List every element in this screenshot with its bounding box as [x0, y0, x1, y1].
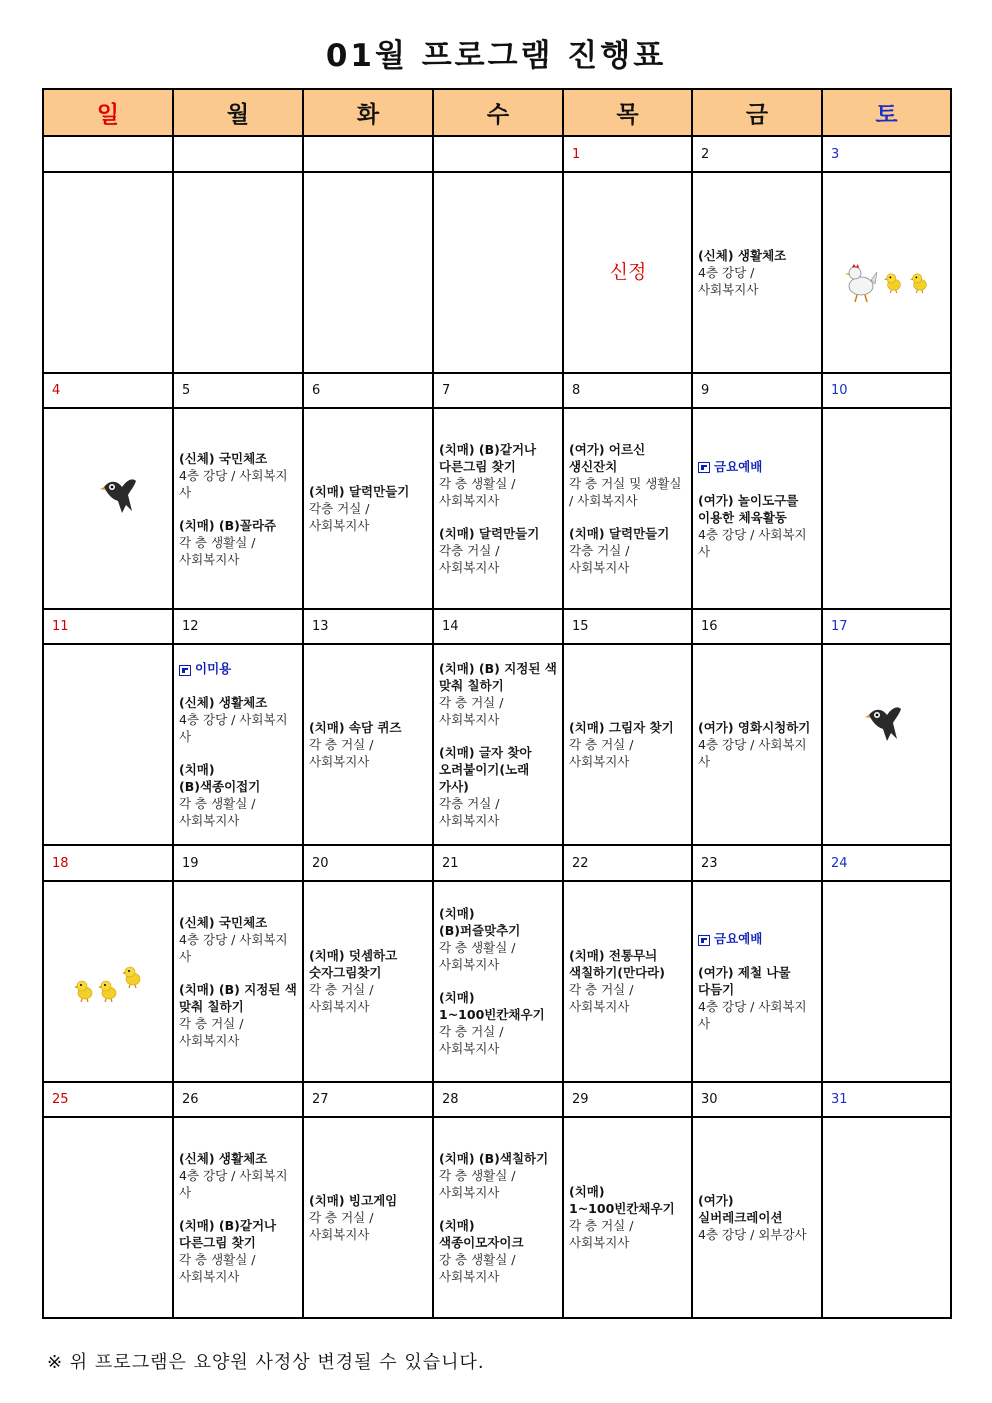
date-number: 2: [692, 136, 822, 171]
program-location: / 사회복지사: [569, 493, 638, 509]
date-number: 12: [173, 609, 303, 644]
program-location: 4층 강당 / 사회복지사: [179, 712, 288, 745]
date-number: 14: [433, 609, 563, 644]
date-number: 18: [43, 845, 173, 880]
date-number: 5: [173, 373, 303, 408]
schedule-table: [42, 88, 952, 1319]
date-row: [43, 373, 951, 408]
program-entry: [439, 1150, 558, 1201]
program-name: (B)퍼즐맞추기: [439, 923, 521, 939]
date-number: 15: [563, 609, 692, 644]
day-cell: [692, 172, 822, 373]
program-name: (여가) 영화시청하기: [698, 720, 811, 736]
day-cell: [433, 881, 563, 1082]
date-row: [43, 845, 951, 880]
program-location: 4층 강당 / 외부강사: [698, 1226, 807, 1242]
date-number: 11: [43, 609, 173, 644]
program-location: 사회복지사: [439, 957, 500, 973]
program-entry: [569, 719, 687, 770]
program-location: 사회복지사: [439, 1041, 500, 1057]
program-location: 강 층 생활실 /: [439, 1251, 516, 1267]
program-name: (신체) 국민체조: [179, 914, 268, 930]
date-number: [173, 136, 303, 171]
program-name: (치매) 빙고게임: [309, 1192, 398, 1208]
program-location: 사회복지사: [698, 281, 759, 297]
day-cell: [563, 408, 692, 609]
date-number: [43, 136, 173, 171]
program-location: 사회복지사: [179, 1032, 240, 1048]
pointing-hand-icon: [179, 663, 191, 676]
date-number: 31: [822, 1082, 951, 1117]
day-cell: [433, 408, 563, 609]
program-entry: [439, 441, 558, 509]
program-entry: [179, 1217, 298, 1285]
program-entry: [179, 1150, 298, 1201]
program-name: (치매) (B)색칠하기: [439, 1150, 549, 1166]
date-number: [303, 136, 433, 171]
program-location: 사회복지사: [309, 1226, 370, 1242]
program-location: 사회복지사: [439, 1268, 500, 1284]
program-entry: [439, 660, 558, 728]
week-content-row: [43, 644, 951, 845]
program-name: 생신잔치: [569, 459, 618, 475]
program-location: 사회복지사: [569, 999, 630, 1015]
program-name: (신체) 생활체조: [179, 695, 268, 711]
program-location: 사회복지사: [569, 1235, 630, 1251]
program-name: (치매) 속담 퀴즈: [309, 720, 402, 736]
day-cell: [563, 881, 692, 1082]
date-row: [43, 609, 951, 644]
program-name: 다른그림 찾기: [179, 1234, 256, 1250]
program-location: 사회복지사: [569, 754, 630, 770]
date-number: 30: [692, 1082, 822, 1117]
service-label: [179, 660, 298, 678]
program-entry: [569, 525, 687, 576]
program-name: (치매): [179, 762, 215, 778]
program-name: (치매) (B)같거나: [439, 442, 537, 458]
program-location: 사회복지사: [439, 813, 500, 829]
program-entry: [569, 1183, 687, 1251]
day-cell: [692, 408, 822, 609]
date-number: 28: [433, 1082, 563, 1117]
program-location: 각층 거실 /: [439, 796, 500, 812]
program-entry: [309, 947, 428, 1015]
program-name: 맞춰 칠하기: [179, 998, 244, 1014]
program-location: 각 층 거실 /: [569, 737, 634, 753]
program-location: 각 층 거실 /: [309, 737, 374, 753]
program-location: 각 층 거실 /: [309, 1209, 374, 1225]
day-cell: [563, 1117, 692, 1318]
date-number: 19: [173, 845, 303, 880]
program-location: 사회복지사: [179, 813, 240, 829]
weekday-header: 화: [303, 89, 433, 136]
service-label: [698, 930, 817, 948]
day-cell: [173, 408, 303, 609]
program-name: 가사): [439, 779, 469, 795]
weekday-header: 토: [822, 89, 951, 136]
day-cell: [433, 172, 563, 373]
date-number: 26: [173, 1082, 303, 1117]
program-location: 4층 강당 / 사회복지사: [179, 1167, 288, 1200]
program-name: 1~100빈칸채우기: [439, 1007, 545, 1023]
program-entry: [179, 761, 298, 829]
program-location: 각 층 거실 및 생활실: [569, 476, 682, 492]
program-location: 각 층 거실 /: [309, 982, 374, 998]
black-bird-icon: [49, 473, 168, 515]
program-name: (치매) 달력만들기: [569, 526, 670, 542]
weekday-header-row: [43, 89, 951, 136]
program-name: (신체) 생활체조: [179, 1150, 268, 1166]
program-name: (치매) 덧셈하고: [309, 948, 398, 964]
day-cell: [43, 644, 173, 845]
day-cell: [43, 1117, 173, 1318]
day-cell: [433, 644, 563, 845]
chicks-icon: [49, 978, 168, 1002]
program-location: 4층 강당 / 사회복지사: [698, 526, 807, 559]
program-name: 숫자그림찾기: [309, 965, 382, 981]
program-location: 사회복지사: [179, 551, 240, 567]
program-entry: [309, 1192, 428, 1243]
date-number: 22: [563, 845, 692, 880]
program-location: 4층 강당 / 사회복지사: [698, 737, 807, 770]
program-entry: [179, 981, 298, 1049]
program-entry: [698, 964, 817, 1032]
day-cell: [563, 644, 692, 845]
program-entry: [439, 905, 558, 973]
program-name: (치매) 전통무늬: [569, 948, 658, 964]
program-name: 다른그림 찾기: [439, 459, 516, 475]
date-number: 17: [822, 609, 951, 644]
program-location: 사회복지사: [309, 999, 370, 1015]
date-number: 24: [822, 845, 951, 880]
program-name: 1~100빈칸채우기: [569, 1201, 675, 1217]
day-cell: [43, 172, 173, 373]
day-cell: [563, 172, 692, 373]
day-cell: [303, 644, 433, 845]
program-location: 각 층 거실 /: [179, 1015, 244, 1031]
weekday-header: 일: [43, 89, 173, 136]
date-number: 21: [433, 845, 563, 880]
date-number: 23: [692, 845, 822, 880]
pointing-hand-icon: [698, 933, 710, 946]
program-location: 4층 강당 /: [698, 264, 755, 280]
program-entry: [569, 947, 687, 1015]
program-name: (치매): [569, 1184, 605, 1200]
week-content-row: [43, 408, 951, 609]
program-location: 사회복지사: [439, 1184, 500, 1200]
program-location: 각 층 거실 /: [569, 1218, 634, 1234]
program-location: 각 층 생활실 /: [179, 534, 256, 550]
service-text: 금요예배: [714, 458, 763, 474]
date-row: [43, 1082, 951, 1117]
program-name: (치매): [439, 1217, 475, 1233]
program-location: 각 층 생활실 /: [179, 1251, 256, 1267]
day-cell: [822, 1117, 951, 1318]
program-location: 사회복지사: [569, 560, 630, 576]
program-entry: [309, 719, 428, 770]
day-cell: [303, 172, 433, 373]
day-cell: [822, 644, 951, 845]
date-number: 1: [563, 136, 692, 171]
program-name: (치매) (B)꼴라쥬: [179, 517, 277, 533]
date-number: 9: [692, 373, 822, 408]
program-name: 색칠하기(만다라): [569, 965, 665, 981]
black-bird-icon: [828, 701, 946, 743]
day-cell: [43, 408, 173, 609]
day-cell: [692, 881, 822, 1082]
program-location: 각 층 거실 /: [569, 982, 634, 998]
day-cell: [303, 881, 433, 1082]
program-entry: [569, 441, 687, 509]
program-entry: [698, 719, 817, 770]
service-text: 금요예배: [714, 931, 763, 947]
program-entry: [439, 1217, 558, 1285]
program-location: 각 층 거실 /: [439, 695, 504, 711]
program-location: 4층 강당 / 사회복지사: [698, 999, 807, 1032]
date-number: 29: [563, 1082, 692, 1117]
date-number: 25: [43, 1082, 173, 1117]
program-name: (치매) 달력만들기: [309, 484, 410, 500]
date-number: 8: [563, 373, 692, 408]
day-cell: [822, 881, 951, 1082]
service-label: [698, 458, 817, 476]
rooster-and-chicks-icon: [828, 262, 946, 302]
day-cell: [822, 172, 951, 373]
program-name: 다듬기: [698, 982, 735, 998]
program-entry: [698, 247, 817, 298]
program-name: (여가) 어르신: [569, 442, 646, 458]
program-location: 사회복지사: [439, 560, 500, 576]
program-entry: [179, 517, 298, 568]
day-cell: [43, 881, 173, 1082]
day-cell: [173, 644, 303, 845]
date-number: 4: [43, 373, 173, 408]
weekday-header: 목: [563, 89, 692, 136]
date-number: 3: [822, 136, 951, 171]
weekday-header: 금: [692, 89, 822, 136]
week-content-row: [43, 881, 951, 1082]
program-entry: [698, 492, 817, 560]
program-location: 각층 거실 /: [439, 543, 500, 559]
program-name: (신체) 국민체조: [179, 450, 268, 466]
program-location: 각층 거실 /: [569, 543, 630, 559]
program-location: 4층 강당 / 사회복지사: [179, 467, 288, 500]
date-number: 13: [303, 609, 433, 644]
program-name: 맞춰 칠하기: [439, 678, 504, 694]
day-cell: [692, 1117, 822, 1318]
week-content-row: [43, 1117, 951, 1318]
program-entry: [309, 483, 428, 534]
program-name: (치매) 글자 찾아: [439, 745, 532, 761]
date-number: 27: [303, 1082, 433, 1117]
page-title: 01월 프로그램 진행표: [325, 38, 667, 74]
program-name: (B)색종이접기: [179, 779, 261, 795]
program-name: (치매): [439, 906, 475, 922]
weekday-header: 월: [173, 89, 303, 136]
week-content-row: [43, 172, 951, 373]
program-entry: [439, 744, 558, 829]
program-name: (치매) (B) 지정된 색: [179, 981, 297, 997]
program-location: 각 층 생활실 /: [439, 476, 516, 492]
date-number: 6: [303, 373, 433, 408]
date-number: 10: [822, 373, 951, 408]
program-entry: [179, 694, 298, 745]
program-name: (치매) (B)같거나: [179, 1217, 277, 1233]
program-name: (치매) (B) 지정된 색: [439, 661, 557, 677]
program-name: (치매) 그림자 찾기: [569, 720, 674, 736]
program-location: 사회복지사: [309, 518, 370, 534]
program-name: 오려붙이기(노래: [439, 762, 530, 778]
program-location: 각 층 생활실 /: [439, 1167, 516, 1183]
day-cell: [173, 881, 303, 1082]
day-cell: [303, 408, 433, 609]
program-location: 각 층 거실 /: [439, 1024, 504, 1040]
program-location: 각 층 생활실 /: [439, 940, 516, 956]
program-name: (신체) 생활체조: [698, 247, 787, 263]
day-cell: [433, 1117, 563, 1318]
day-cell: [822, 408, 951, 609]
pointing-hand-icon: [698, 461, 710, 474]
program-location: 4층 강당 / 사회복지사: [179, 931, 288, 964]
weekday-header: 수: [433, 89, 563, 136]
date-row: [43, 136, 951, 171]
program-entry: [179, 450, 298, 501]
program-name: (여가) 제철 나물: [698, 965, 791, 981]
program-entry: [698, 1192, 817, 1243]
holiday-label: 신정: [609, 260, 647, 283]
program-name: 실버레크레이션: [698, 1209, 783, 1225]
day-cell: [303, 1117, 433, 1318]
program-entry: [439, 989, 558, 1057]
footer-note: ※ 위 프로그램은 요양원 사정상 변경될 수 있습니다.: [47, 1352, 485, 1373]
program-name: (여가) 놀이도구를: [698, 492, 799, 508]
day-cell: [692, 644, 822, 845]
program-name: (여가): [698, 1192, 734, 1208]
day-cell: [173, 172, 303, 373]
date-number: 20: [303, 845, 433, 880]
day-cell: [173, 1117, 303, 1318]
program-name: 색종이모자이크: [439, 1234, 524, 1250]
program-location: 사회복지사: [439, 493, 500, 509]
program-name: (치매): [439, 990, 475, 1006]
program-location: 각 층 생활실 /: [179, 796, 256, 812]
program-name: (치매) 달력만들기: [439, 526, 540, 542]
program-location: 각층 거실 /: [309, 501, 370, 517]
program-name: 이용한 체육활동: [698, 509, 787, 525]
program-location: 사회복지사: [309, 754, 370, 770]
date-number: [433, 136, 563, 171]
date-number: 16: [692, 609, 822, 644]
program-entry: [179, 914, 298, 965]
service-text: 이미용: [195, 661, 232, 677]
program-location: 사회복지사: [179, 1268, 240, 1284]
date-number: 7: [433, 373, 563, 408]
program-location: 사회복지사: [439, 712, 500, 728]
program-entry: [439, 525, 558, 576]
